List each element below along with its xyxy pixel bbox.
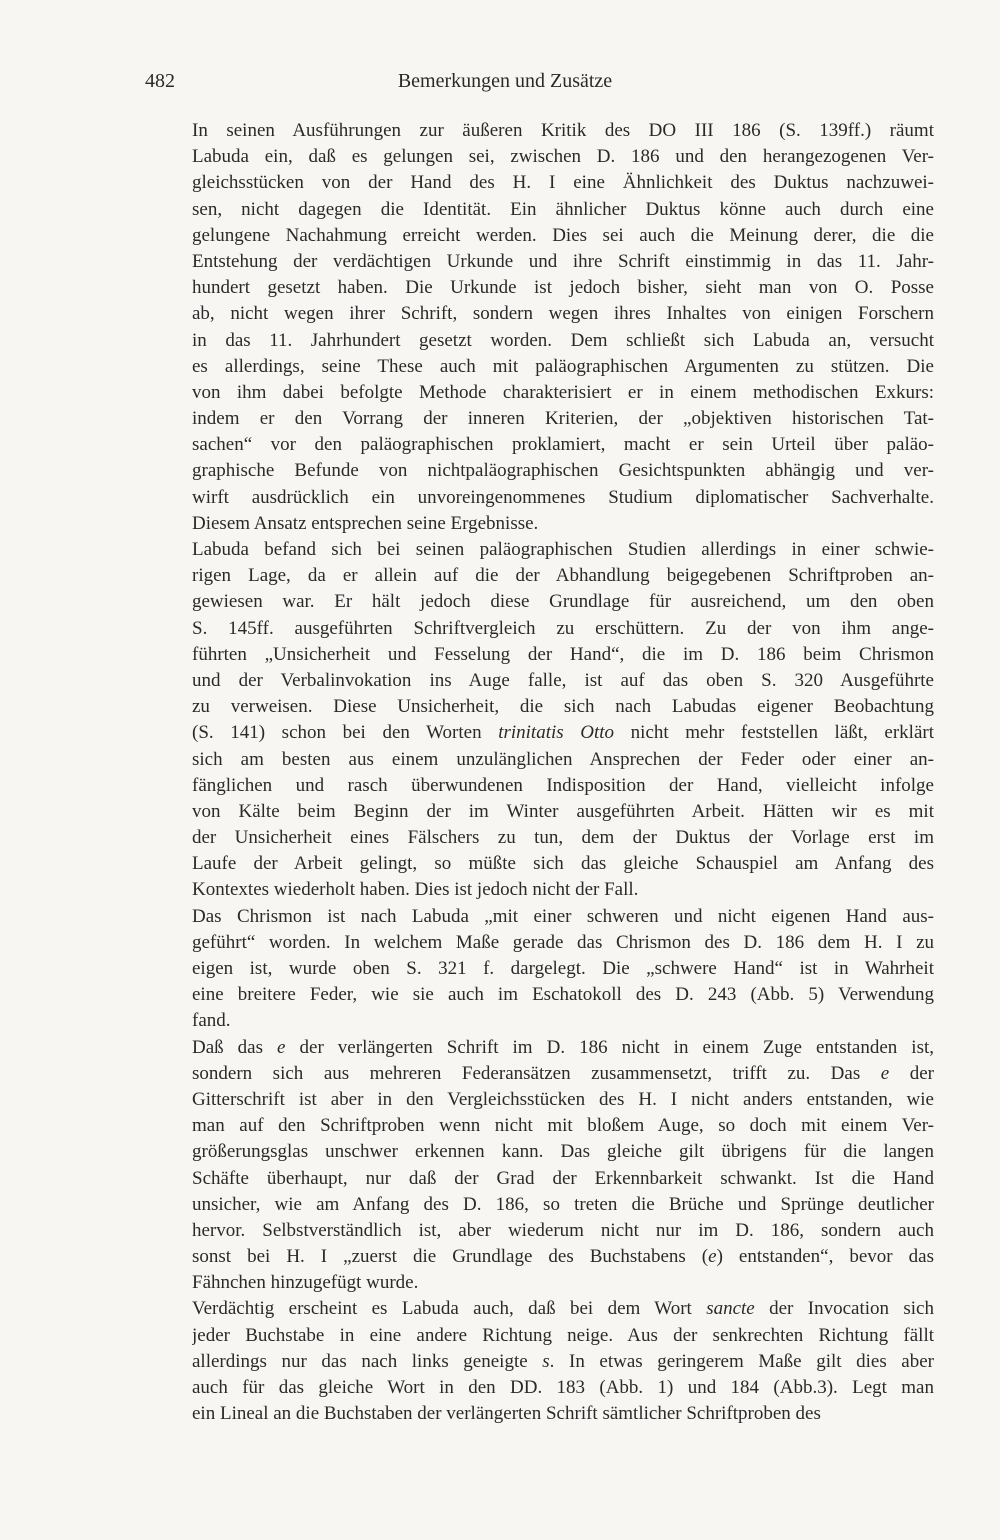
text-line: jeder Buchstabe in eine andere Richtung neige. Aus der senkrechten Richtung fällt — [192, 1324, 934, 1346]
text-line — [192, 1296, 934, 1322]
text-line — [192, 1349, 934, 1375]
text-line: gelungene Nachahmung erreicht werden. Dies sei auch die Meinung derer, die die — [192, 224, 934, 246]
paragraph — [192, 904, 934, 1035]
text-line: in das 11. Jahrhundert gesetzt worden. Dem schließt sich Labuda an, versucht — [192, 329, 934, 351]
text-line: graphische Befunde von nichtpaläographischen Gesichtspunkten abhängig und ver- — [192, 460, 934, 482]
paragraph — [192, 537, 934, 904]
text-line: In seinen Ausführungen zur äußeren Kritik des DO III 186 (S. 139ff.) räumt — [192, 120, 934, 141]
text-line: hervor. Selbstverständlich ist, aber wiederum nicht nur im D. 186, sondern auch — [192, 1219, 934, 1241]
text-line: ein Lineal an die Buchstaben der verlängerten Schrift sämtlicher Schriftproben des — [192, 1403, 821, 1425]
text-line: von ihm dabei befolgte Methode charakterisiert er in einem methodischen Exkurs: — [192, 381, 934, 403]
text-line: Fähnchen hinzugefügt wurde. — [192, 1272, 419, 1294]
text-line: gleichsstücken von der Hand des H. I eine Ähnlichkeit des Duktus nachzuwei- — [192, 172, 934, 194]
text-line: eine breitere Feder, wie sie auch im Eschatokoll des D. 243 (Abb. 5) Verwendung — [192, 984, 934, 1006]
text-line: Das Chrismon ist nach Labuda „mit einer schweren und nicht eigenen Hand aus- — [192, 905, 934, 927]
running-head: Bemerkungen und Zusätze — [397, 70, 613, 92]
body-text — [192, 118, 934, 1427]
line-segment: Verdächtig erscheint es Labuda auch, daß bei dem Wort — [192, 1298, 707, 1320]
text-line: Gitterschrift ist aber in den Vergleichsstücken des H. I nicht anders entstanden, wie — [192, 1088, 934, 1110]
text-line: Labuda ein, daß es gelungen sei, zwischen D. 186 und den herangezogenen Ver- — [192, 146, 934, 168]
text-line — [192, 1035, 934, 1061]
text-line: rigen Lage, da er allein auf die der Abhandlung beigegebenen Schriftproben an- — [192, 565, 934, 587]
text-line: sen, nicht dagegen die Identität. Ein ähnlicher Duktus könne auch durch eine — [192, 198, 934, 220]
text-line: sich am besten aus einem unzulänglichen Ansprechen der Feder oder einer an- — [192, 748, 934, 770]
text-line: Entstehung der verdächtigen Urkunde und ihre Schrift einstimmig in das 11. Jahr- — [192, 250, 934, 272]
page-header — [145, 70, 865, 100]
line-segment: sonst bei H. I „zuerst die Grundlage des Buchstabens ( — [192, 1246, 709, 1268]
text-line: hundert gesetzt haben. Die Urkunde ist jedoch bisher, sieht man von O. Posse — [192, 277, 934, 299]
italic-term: e — [880, 1062, 890, 1084]
text-line: sachen“ vor den paläographischen proklamiert, macht er sein Urteil über paläo- — [192, 434, 934, 456]
line-segment: der Invocation sich — [754, 1298, 934, 1320]
line-segment: allerdings nur das nach links geneigte — [192, 1350, 543, 1372]
text-line: man auf den Schriftproben wenn nicht mit bloßem Auge, so doch mit einem Ver- — [192, 1115, 934, 1137]
text-line: auch für das gleiche Wort in den DD. 183 (Abb. 1) und 184 (Abb.3). Legt man — [192, 1377, 934, 1398]
line-segment: ) entstanden“, bevor das — [716, 1246, 934, 1268]
italic-term: e — [277, 1036, 286, 1058]
text-line: S. 145ff. ausgeführten Schriftvergleich zu erschüttern. Zu der von ihm ange- — [192, 617, 934, 639]
italic-term: trinitatis Otto — [498, 722, 615, 744]
line-segment: Daß das — [192, 1036, 278, 1058]
text-line: und der Verbalinvokation ins Auge falle, ist auf das oben S. 320 Ausgeführte — [192, 669, 934, 691]
text-line: der Unsicherheit eines Fälschers zu tun, dem der Duktus der Vorlage erst im — [192, 827, 934, 849]
text-line: zu verweisen. Diese Unsicherheit, die sich nach Labudas eigener Beobachtung — [192, 696, 934, 718]
text-line: fänglichen und rasch überwundenen Indisposition der Hand, vielleicht infolge — [192, 774, 934, 796]
text-line: größerungsglas unschwer erkennen kann. Das gleiche gilt übrigens für die langen — [192, 1141, 934, 1163]
line-segment: nicht mehr feststellen läßt, erklärt — [614, 722, 934, 744]
text-line: führten „Unsicherheit und Fesselung der Hand“, die im D. 186 beim Chrismon — [192, 643, 934, 665]
text-line: Diesem Ansatz entsprechen seine Ergebnisse. — [192, 512, 539, 534]
text-line: Labuda befand sich bei seinen paläographischen Studien allerdings in einer schwie- — [192, 539, 934, 560]
text-line: eigen ist, wurde oben S. 321 f. dargelegt. Die „schwere Hand“ ist in Wahrheit — [192, 958, 934, 979]
text-line: es allerdings, seine These auch mit paläographischen Argumenten zu stützen. Die — [192, 355, 934, 377]
line-segment: der verlängerten Schrift im D. 186 nicht in einem Zuge entstanden ist, — [285, 1036, 934, 1058]
text-line: unsicher, wie am Anfang des D. 186, so treten die Brüche und Sprünge deutlicher — [192, 1193, 934, 1215]
line-segment: . In etwas geringerem Maße gilt dies aber — [549, 1350, 934, 1372]
text-line: geführt“ worden. In welchem Maße gerade das Chrismon des D. 186 dem H. I zu — [192, 931, 934, 953]
text-line: Kontextes wiederholt haben. Dies ist jedoch nicht der Fall. — [192, 879, 639, 901]
text-line — [192, 720, 934, 746]
text-line: von Kälte beim Beginn der im Winter ausgeführten Arbeit. Hätten wir es mit — [192, 800, 934, 822]
paragraph — [192, 1296, 934, 1427]
text-line — [192, 1244, 934, 1270]
text-line — [192, 1061, 934, 1087]
text-line: wirft ausdrücklich ein unvoreingenommenes Studium diplomatischer Sachverhalte. — [192, 486, 934, 508]
italic-term: e — [708, 1246, 717, 1268]
text-line: Laufe der Arbeit gelingt, so müßte sich das gleiche Schauspiel am Anfang des — [192, 853, 934, 875]
text-line: gewiesen war. Er hält jedoch diese Grundlage für ausreichend, um den oben — [192, 591, 934, 613]
italic-term: sancte — [706, 1298, 755, 1320]
text-line: ab, nicht wegen ihrer Schrift, sondern wegen ihres Inhaltes von einigen Forschern — [192, 303, 934, 325]
line-segment: sondern sich aus mehreren Federansätzen zusammensetzt, trifft zu. Das — [192, 1062, 881, 1084]
page-number: 482 — [145, 70, 175, 92]
text-line: indem er den Vorrang der inneren Kriterien, der „objektiven historischen Tat- — [192, 408, 934, 430]
line-segment: der — [889, 1062, 934, 1084]
text-line: Schäfte überhaupt, nur daß der Grad der Erkennbarkeit schwankt. Ist die Hand — [192, 1167, 934, 1189]
paragraph — [192, 118, 934, 537]
paragraph — [192, 1035, 934, 1297]
italic-term: s — [542, 1350, 550, 1372]
text-line: fand. — [192, 1010, 231, 1032]
line-segment: (S. 141) schon bei den Worten — [192, 722, 499, 744]
